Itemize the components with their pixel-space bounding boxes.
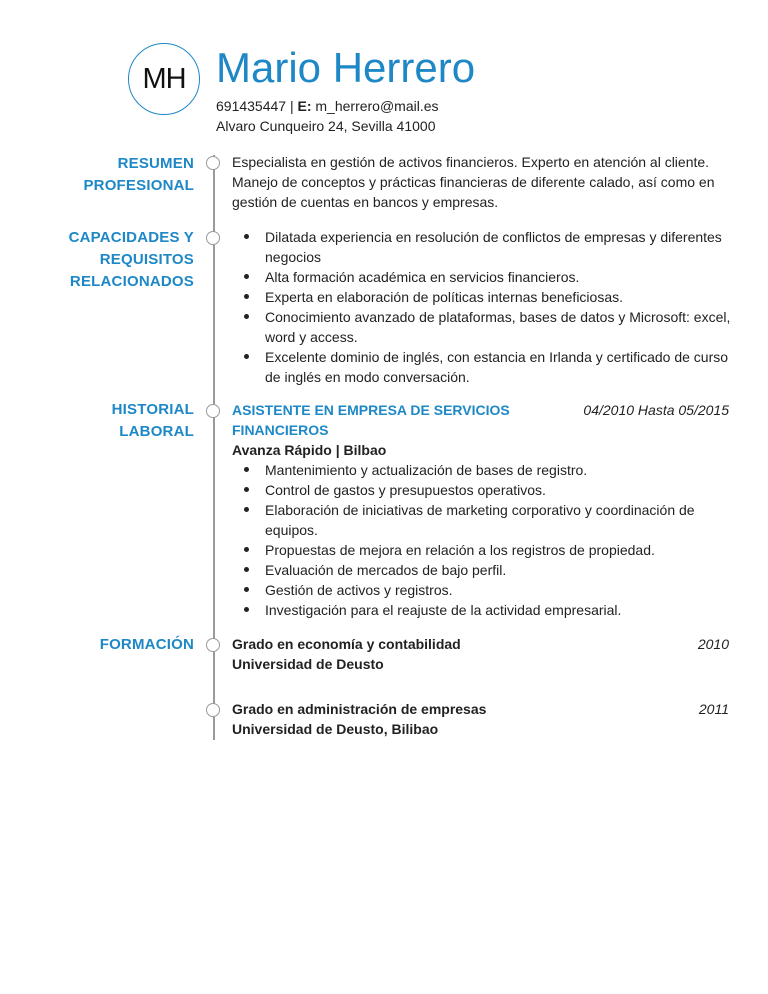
- list-item: Investigación para el reajuste de la actividad empresarial.: [232, 600, 729, 620]
- list-item: Mantenimiento y actualización de bases de registro.: [232, 460, 729, 480]
- initials-monogram: [128, 43, 200, 115]
- job-title: ASISTENTE EN EMPRESA DE SERVICIOS FINANCIEROS: [232, 402, 510, 438]
- timeline-dot-summary: [206, 156, 220, 170]
- summary-block: [232, 152, 732, 212]
- list-item: Elaboración de iniciativas de marketing corporativo y coordinación de equipos.: [232, 500, 729, 540]
- institution-name: Universidad de Deusto: [232, 656, 384, 672]
- timeline-dot-education-2: [206, 703, 220, 717]
- job-header: [232, 400, 729, 440]
- section-title-line: RELACIONADOS: [69, 273, 194, 290]
- section-title-line: PROFESIONAL: [83, 177, 194, 194]
- section-title-line: REQUISITOS: [99, 251, 194, 268]
- phone-number: 691435447: [216, 98, 287, 114]
- education-entry: [232, 699, 729, 739]
- section-title-line: CAPACIDADES Y: [68, 229, 194, 246]
- section-title-education: FORMACIÓN: [99, 636, 194, 653]
- education-header: [232, 699, 729, 719]
- email-address: m_herrero@mail.es: [311, 98, 439, 114]
- skills-block: [232, 227, 732, 387]
- list-item: Propuestas de mejora en relación a los registros de propiedad.: [232, 540, 729, 560]
- list-item: Excelente dominio de inglés, con estancia en Irlanda y certificado de curso de inglés en modo conversación.: [232, 347, 732, 387]
- contact-separator: |: [286, 98, 298, 114]
- section-title-experience: [112, 399, 194, 443]
- company-name: Avanza Rápido | Bilbao: [232, 442, 387, 458]
- list-item: Alta formación académica en servicios financieros.: [232, 267, 732, 287]
- timeline-dot-education-1: [206, 638, 220, 652]
- address: Alvaro Cunqueiro 24, Sevilla 41000: [216, 118, 436, 134]
- degree-title: Grado en economía y contabilidad: [232, 636, 461, 652]
- contact-line: [216, 96, 439, 116]
- section-title-line: HISTORIAL: [111, 401, 194, 418]
- job-dates: 04/2010 Hasta 05/2015: [583, 402, 729, 418]
- list-item: Conocimiento avanzado de plataformas, bases de datos y Microsoft: excel, word y access.: [232, 307, 732, 347]
- degree-title: Grado en administración de empresas: [232, 701, 487, 717]
- institution-name: Universidad de Deusto, Bilibao: [232, 721, 439, 737]
- email-label: E:: [297, 98, 312, 114]
- candidate-name: Mario Herrero: [216, 44, 476, 91]
- list-item: Evaluación de mercados de bajo perfil.: [232, 560, 729, 580]
- list-item: Dilatada experiencia en resolución de conflictos de empresas y diferentes negocios: [232, 227, 732, 267]
- list-item: Gestión de activos y registros.: [232, 580, 729, 600]
- section-title-skills: [69, 227, 194, 293]
- education-header: [232, 634, 729, 654]
- skills-list: [232, 227, 732, 387]
- section-title-line: LABORAL: [119, 423, 194, 440]
- section-title-line: RESUMEN: [117, 155, 194, 172]
- timeline-dot-skills: [206, 231, 220, 245]
- summary-text: Especialista en gestión de activos financieros. Experto en atención al cliente. Manejo de conceptos y prácticas financieras de diferente calado, así como en gestión de cuentas en bancos y empresas.: [232, 154, 715, 210]
- list-item: Experta en elaboración de políticas internas beneficiosas.: [232, 287, 732, 307]
- list-item: Control de gastos y presupuestos operativos.: [232, 480, 729, 500]
- degree-year: 2011: [698, 701, 729, 717]
- initials-text: MH: [142, 62, 186, 95]
- experience-block: [232, 400, 729, 620]
- job-duties-list: [232, 460, 729, 620]
- section-title-summary: [83, 153, 194, 197]
- timeline-dot-experience: [206, 404, 220, 418]
- degree-year: 2010: [697, 636, 729, 652]
- education-entry: [232, 634, 729, 674]
